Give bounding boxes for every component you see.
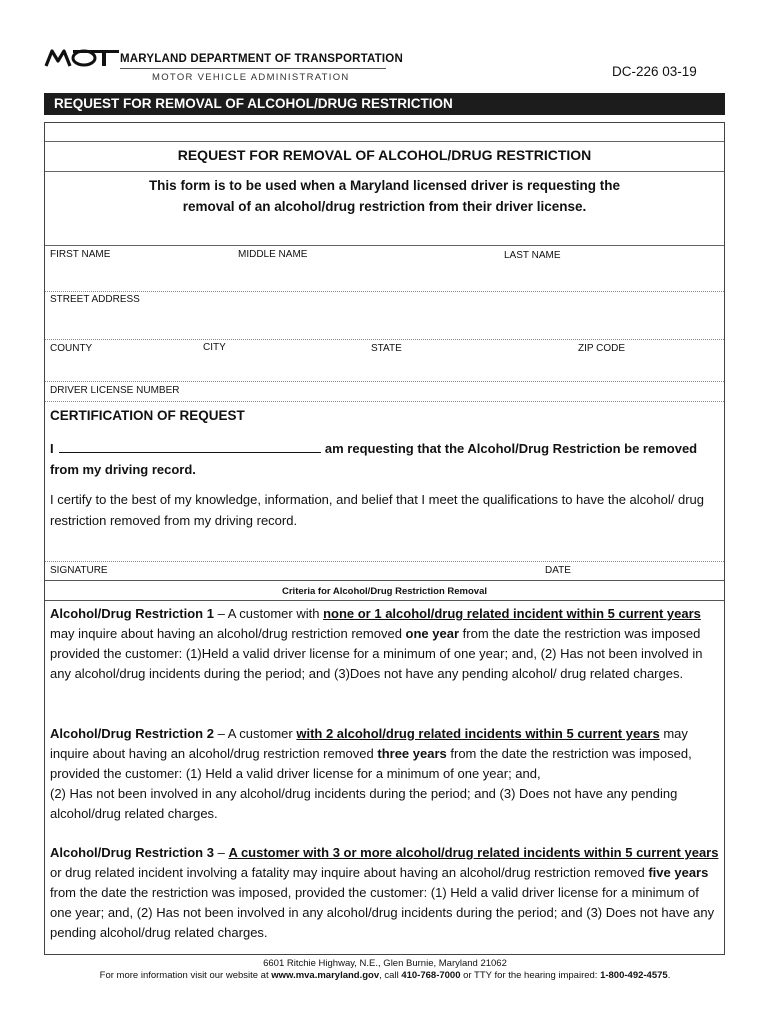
intro-line-1: This form is to be used when a Maryland licensed driver is requesting the <box>148 178 621 193</box>
footer-info-prefix: For more information visit our website at <box>99 970 272 981</box>
certification-statement-end: am requesting that the Alcohol/Drug Restriction be removed <box>324 441 698 456</box>
divider <box>45 600 724 601</box>
restriction-1-dash: – A customer with <box>213 606 324 621</box>
website-link[interactable]: www.mva.maryland.gov <box>271 970 380 981</box>
restriction-2-text-b: from the date the restriction was imposed, provided the customer: (1) Held a valid driver license for a minimum of one year; and, <box>50 746 692 781</box>
certification-statement <box>50 438 722 480</box>
form-number: DC-226 03-19 <box>612 64 697 79</box>
restriction-2 <box>50 724 722 824</box>
footer-info <box>0 970 770 981</box>
divider <box>45 561 724 562</box>
driver-license-number-field[interactable]: DRIVER LICENSE NUMBER <box>50 385 180 396</box>
form-frame <box>44 122 725 955</box>
city-field[interactable]: CITY <box>203 342 226 353</box>
restriction-3-label: Alcohol/Drug Restriction 3 <box>50 845 214 860</box>
state-field[interactable]: STATE <box>371 343 402 354</box>
restriction-1-period: one year <box>405 626 460 641</box>
footer-tty-text: or TTY for the hearing impaired: <box>460 970 601 981</box>
divider <box>45 339 724 340</box>
criteria-title: Criteria for Alcohol/Drug Restriction Removal <box>282 586 487 597</box>
restriction-2-text-a: may inquire about having an alcohol/drug restriction removed <box>50 726 688 761</box>
date-field[interactable]: DATE <box>545 565 571 576</box>
first-name-field[interactable]: FIRST NAME <box>50 249 111 260</box>
restriction-3-dash: – <box>213 845 229 860</box>
restriction-1-text-b: from the date the restriction was imposed provided the customer: (1)Held a valid driver license for a minimum of one year; and, (2) Has not been involved in any alcohol/drug incidents during the period; and (3)Does not have any pending alcohol/ drug related charges. <box>50 626 703 681</box>
certification-title: CERTIFICATION OF REQUEST <box>50 408 245 423</box>
title-bar: REQUEST FOR REMOVAL OF ALCOHOL/DRUG RESTRICTION <box>44 93 725 115</box>
certification-text: I certify to the best of my knowledge, information, and belief that I meet the qualifications to have the alcohol/ drug restriction removed from my driving record. <box>50 492 704 528</box>
mdot-logo <box>44 44 403 88</box>
divider <box>45 171 724 172</box>
tty-phone-number: 1-800-492-4575 <box>600 970 668 981</box>
middle-name-field[interactable]: MIDDLE NAME <box>238 249 308 260</box>
restriction-2-label: Alcohol/Drug Restriction 2 <box>50 726 214 741</box>
restriction-1 <box>50 604 722 684</box>
restriction-3-period: five years <box>648 865 709 880</box>
restriction-3-text-a: or drug related incident involving a fatality may inquire about having an alcohol/drug restriction removed <box>50 865 649 880</box>
divider <box>45 291 724 292</box>
division-name: MOTOR VEHICLE ADMINISTRATION <box>152 72 350 83</box>
divider <box>45 141 724 142</box>
restriction-1-label: Alcohol/Drug Restriction 1 <box>50 606 214 621</box>
divider <box>45 381 724 382</box>
restriction-3-text-b: from the date the restriction was imposed, provided the customer: (1) Held a valid driver license for a minimum of one year; and, (2) Has not been involved in any alcohol/drug incidents during the period; and (3) Does not have any pending alcohol/drug related charges. <box>50 885 715 940</box>
form-heading: REQUEST FOR REMOVAL OF ALCOHOL/DRUG RESTRICTION <box>177 147 592 163</box>
county-field[interactable]: COUNTY <box>50 343 93 354</box>
footer-call-text: , call <box>379 970 402 981</box>
signature-field[interactable]: SIGNATURE <box>50 565 108 576</box>
divider <box>45 401 724 402</box>
divider <box>45 245 724 246</box>
restriction-3-condition: A customer with 3 or more alcohol/drug related incidents within 5 current years <box>228 845 719 860</box>
form-intro <box>45 175 724 217</box>
restriction-1-condition: none or 1 alcohol/drug related incident within 5 current years <box>323 606 701 621</box>
footer-end: . <box>667 970 671 981</box>
restriction-2-period: three years <box>377 746 447 761</box>
certification-name-blank[interactable] <box>59 439 321 453</box>
agency-name: MARYLAND DEPARTMENT OF TRANSPORTATION <box>120 53 403 65</box>
intro-line-2: removal of an alcohol/drug restriction from their driver license. <box>182 199 587 214</box>
zip-code-field[interactable]: ZIP CODE <box>578 343 626 354</box>
last-name-field[interactable]: LAST NAME <box>504 250 561 261</box>
certification-statement-line2: from my driving record. <box>50 462 196 477</box>
restriction-2-dash: – A customer <box>213 726 297 741</box>
restriction-3 <box>50 843 722 943</box>
street-address-field[interactable]: STREET ADDRESS <box>50 294 140 305</box>
restriction-2-condition: with 2 alcohol/drug related incidents within 5 current years <box>296 726 660 741</box>
agency-divider <box>120 68 386 69</box>
footer-address: 6601 Ritchie Highway, N.E., Glen Burnie, Maryland 21062 <box>263 958 507 969</box>
restriction-1-text-a: may inquire about having an alcohol/drug restriction removed <box>50 626 406 641</box>
certification-prefix: I <box>50 441 54 456</box>
restriction-2-text-c: (2) Has not been involved in any alcohol/drug incidents during the period; and (3) Does not have any pending alcohol/drug related charges. <box>50 786 678 821</box>
divider <box>45 580 724 581</box>
mdot-logo-mark <box>44 48 124 68</box>
phone-number: 410-768-7000 <box>401 970 461 981</box>
